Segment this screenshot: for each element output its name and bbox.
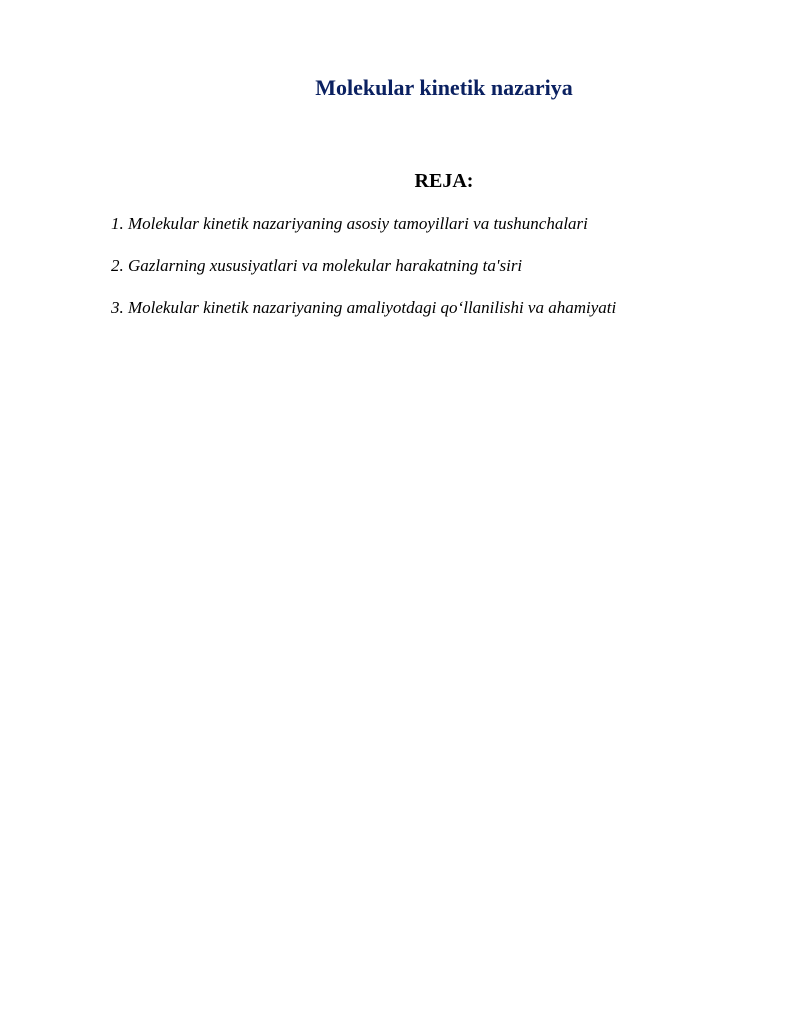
plan-item: 2. Gazlarning xususiyatlari va molekular harakatning ta'siri xyxy=(111,256,523,275)
document-title: Molekular kinetik nazariya xyxy=(315,75,573,100)
plan-heading: REJA: xyxy=(414,170,474,192)
plan-item: 3. Molekular kinetik nazariyaning amaliyotdagi qo‘llanilishi va ahamiyati xyxy=(111,298,617,317)
plan-list xyxy=(111,212,771,338)
plan-item: 1. Molekular kinetik nazariyaning asosiy tamoyillari va tushunchalari xyxy=(111,214,588,233)
